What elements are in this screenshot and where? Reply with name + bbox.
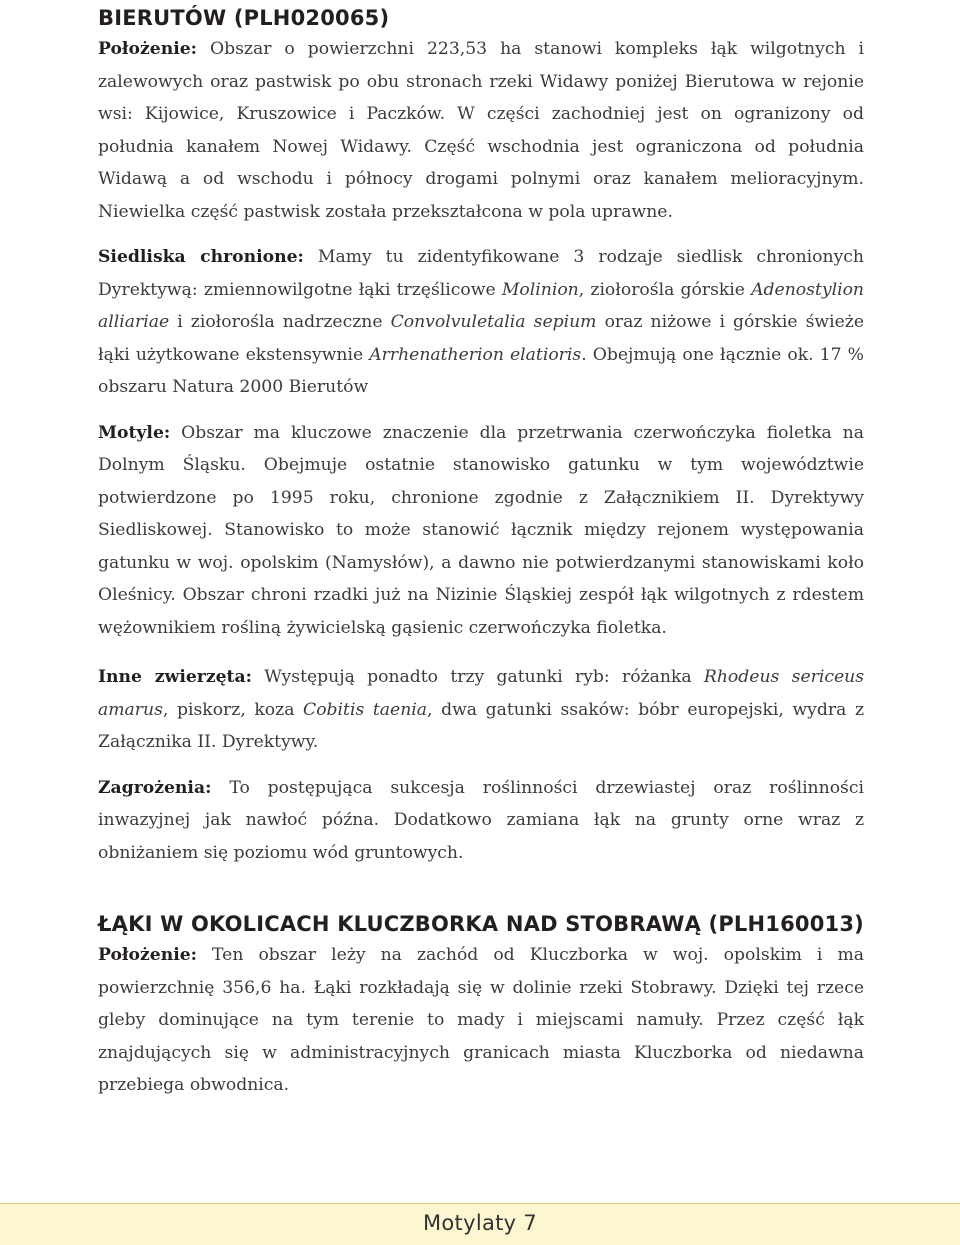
text-inne-3: , dwa gatunki ssaków: bóbr europejski, wydra z Załącznika II. Dyrektywy. (98, 699, 864, 752)
latin-name: Rhodeus sericeus amarus (98, 667, 865, 720)
latin-name: Arrhenatherion elatioris (369, 344, 582, 365)
latin-name: Adenostylion alliariae (98, 279, 864, 332)
text-siedliska-3: i ziołorośla nadrzeczne (169, 312, 391, 332)
latin-name: Cobitis taenia (303, 699, 428, 720)
label-zagrozenia: Zagrożenia: (98, 777, 212, 798)
document-page (98, 0, 864, 1102)
section-title-kluczbork: ŁĄKI W OKOLICACH KLUCZBORKA NAD STOBRAWĄ (PLH160013) (98, 912, 864, 936)
paragraph-motyle (98, 417, 864, 645)
text-zagrozenia: To postępująca sukcesja roślinności drzewiastej oraz roślinności inwazyjnej jak nawłoć późna. Dodatkowo zamiana łąk na grunty orne wraz z obniżaniem się poziomu wód gruntowych. (98, 777, 864, 863)
label-motyle: Motyle: (98, 422, 171, 443)
latin-name: Molinion (501, 279, 579, 300)
paragraph-polozenie-kluczbork (98, 939, 864, 1102)
text-polozenie: Ten obszar leży na zachód od Kluczborka w woj. opolskim i ma powierzchnię 356,6 ha. Łąki rozkładają się w dolinie rzeki Stobrawy. Dzięki tej rzece gleby dominujące na tym terenie to mady i miejscami namuły. Przez część łąk znajdujących się w administracyjnych granicach miasta Kluczborka od niedawna przebiega obwodnica. (98, 945, 864, 1095)
paragraph-inne-zwierzeta (98, 661, 864, 759)
label-polozenie: Położenie: (98, 945, 198, 965)
footer-page-label: Motylaty 7 (422, 1211, 538, 1235)
latin-name: Convolvuletalia sepium (390, 312, 597, 332)
text-siedliska-4: oraz niżowe i górskie świeże łąki użytkowane ekstensywnie (98, 312, 864, 365)
text-polozenie: Obszar o powierzchni 223,53 ha stanowi kompleks łąk wilgotnych i zalewowych oraz pastwisk po obu stronach rzeki Widawy poniżej Bierutowa w rejonie wsi: Kijowice, Kruszowice i Paczków. W części zachodniej jest on ogranizony od południa kanałem Nowej Widawy. Część wschodnia jest ograniczona od południa Widawą a od wschodu i północy drogami polnymi oraz kanałem melioracyjnym. Niewielka część pastwisk została przekształcona w pola uprawne. (98, 39, 864, 222)
text-siedliska-2: , ziołorośla górskie (578, 279, 752, 300)
label-polozenie: Położenie: (98, 39, 198, 59)
paragraph-zagrozenia (98, 772, 864, 870)
section-title-bierutow: BIERUTÓW (PLH020065) (98, 6, 390, 30)
text-siedliska-5: . Obejmują one łącznie ok. 17 % obszaru Natura 2000 Bierutów (98, 344, 864, 397)
label-inne-zwierzeta: Inne zwierzęta: (98, 667, 252, 687)
paragraph-polozenie-bierutow (98, 33, 864, 228)
text-inne-2: , piskorz, koza (162, 699, 304, 720)
page-footer (0, 1203, 960, 1245)
paragraph-siedliska (98, 241, 864, 404)
text-motyle: Obszar ma kluczowe znaczenie dla przetrwania czerwończyka fioletka na Dolnym Śląsku. Obejmuje ostatnie stanowisko gatunku w tym województwie potwierdzone po 1995 roku, chronione zgodnie z Załącznikiem II. Dyrektywy Siedliskowej. Stanowisko to może stanowić łącznik między rejonem występowania gatunku w woj. opolskim (Namysłów), a dawno nie potwierdzanymi stanowiskami koło Oleśnicy. Obszar chroni rzadki już na Nizinie Śląskiej zespół łąk wilgotnych z rdestem wężownikiem rośliną żywicielską gąsienic czerwończyka fioletka. (98, 422, 864, 638)
text-siedliska-1: Mamy tu zidentyfikowane 3 rodzaje siedlisk chronionych Dyrektywą: zmiennowilgotne łąki trzęślicowe (98, 247, 864, 300)
label-siedliska: Siedliska chronione: (98, 247, 304, 267)
text-inne-1: Występują ponadto trzy gatunki ryb: różanka (251, 667, 704, 687)
